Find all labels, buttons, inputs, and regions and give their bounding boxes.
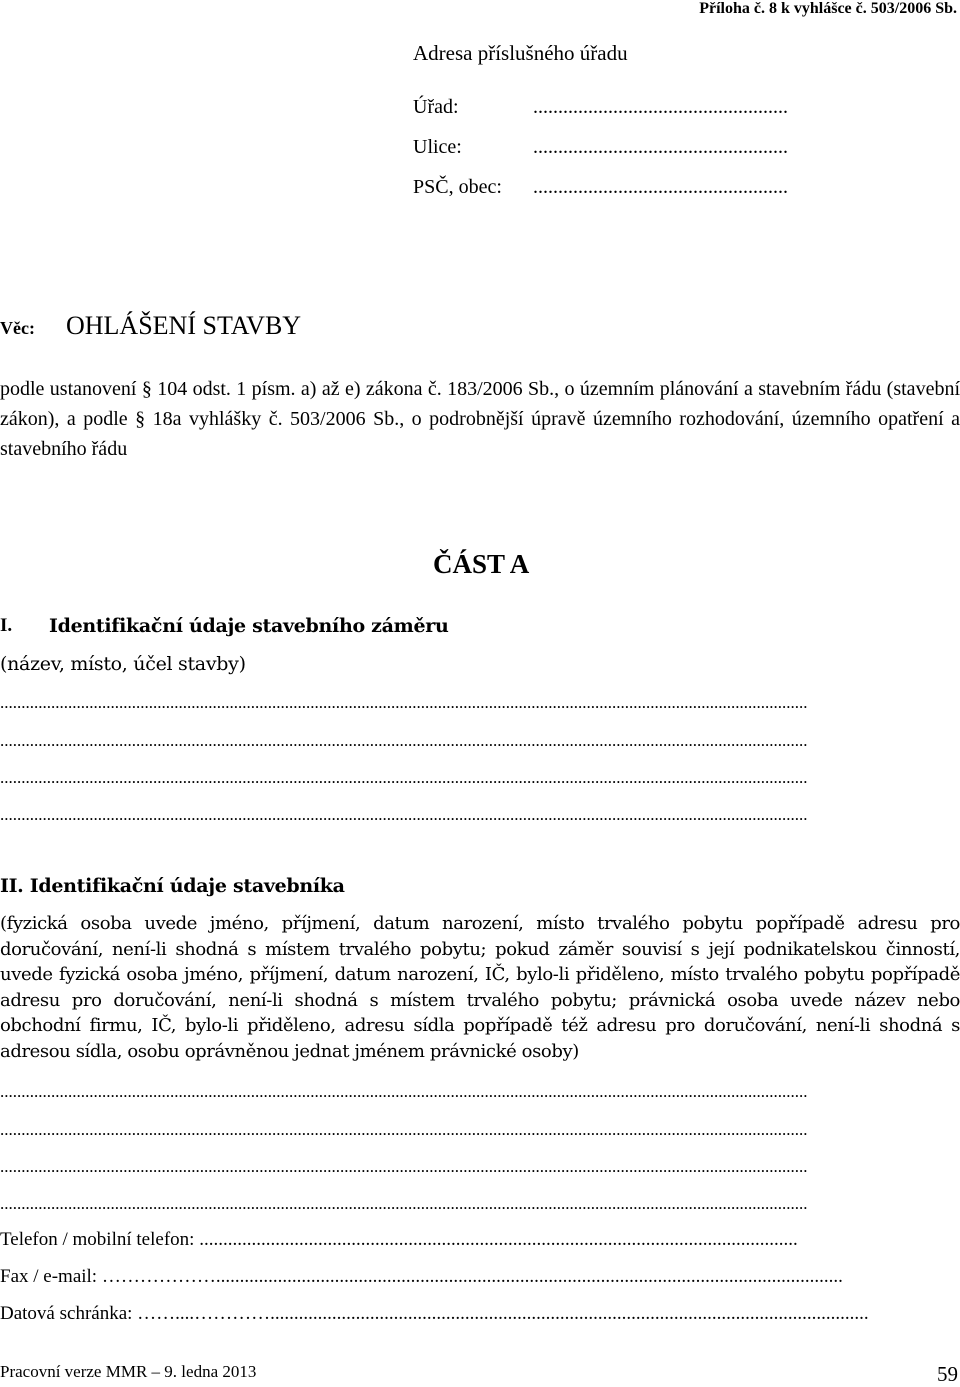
street-field-label: Ulice: bbox=[413, 136, 462, 158]
section-i-title: Identifikační údaje stavebního záměru bbox=[49, 615, 449, 637]
phone-label: Telefon / mobilní telefon: bbox=[0, 1229, 200, 1250]
project-details-line-1[interactable]: .............................................................................................................................................................................................. bbox=[0, 693, 808, 712]
page-number: 59 bbox=[937, 1362, 958, 1386]
office-field-row bbox=[413, 96, 788, 119]
postcode-city-field-label: PSČ, obec: bbox=[413, 176, 502, 198]
phone-input[interactable]: .............................................................................................................................. bbox=[199, 1229, 798, 1250]
fax-email-label: Fax / e-mail: bbox=[0, 1266, 102, 1287]
street-field-row bbox=[413, 136, 788, 159]
builder-details-line-2[interactable]: .............................................................................................................................................................................................. bbox=[0, 1120, 808, 1139]
builder-details-line-1[interactable]: .............................................................................................................................................................................................. bbox=[0, 1082, 808, 1101]
project-details-line-2[interactable]: .............................................................................................................................................................................................. bbox=[0, 731, 808, 750]
section-ii-instructions: (fyzická osoba uvede jméno, příjmení, datum narození, místo trvalého pobytu popřípadě adresu pro doručování, není-li shodná s místem trvalého pobytu; pokud záměr souvisí s její podnikatelskou činností, uvede fyzická osoba jméno, příjmení, datum narození, IČ, bylo-li přiděleno, místo trvalého pobytu popřípadě adresu pro doručování, není-li shodná s místem trvalého pobytu; právnická osoba uvede název nebo obchodní firmu, IČ, bylo-li přiděleno, adresu sídla popřípadě též adresu pro doručování, není-li shodná s adresou sídla, osobu oprávněnou jednat jménem právnické osoby) bbox=[0, 913, 960, 1062]
postcode-city-field-input[interactable]: ................................................... bbox=[533, 176, 788, 198]
project-details-line-4[interactable]: .............................................................................................................................................................................................. bbox=[0, 805, 808, 824]
document-title: OHLÁŠENÍ STAVBY bbox=[66, 311, 302, 340]
street-field-input[interactable]: ................................................... bbox=[533, 136, 788, 158]
subject-label: Věc: bbox=[0, 318, 35, 338]
section-ii-title: II. Identifikační údaje stavebníka bbox=[0, 875, 345, 897]
fax-email-row bbox=[0, 1266, 843, 1288]
legal-basis-paragraph: podle ustanovení § 104 odst. 1 písm. a) až e) zákona č. 183/2006 Sb., o územním plánování a stavebním řádu (stavební zákon), a podle § 18a vyhlášky č. 503/2006 Sb., o podrobnější úpravě územního rozhodování, územního opatření a stavebního řádu bbox=[0, 378, 960, 460]
data-box-label: Datová schránka: bbox=[0, 1303, 138, 1324]
office-field-label: Úřad: bbox=[413, 96, 459, 118]
office-address-title: Adresa příslušného úřadu bbox=[413, 41, 628, 65]
attachment-note: Příloha č. 8 k vyhlášce č. 503/2006 Sb. bbox=[699, 0, 957, 17]
office-field-input[interactable]: ................................................... bbox=[533, 96, 788, 118]
postcode-city-field-row bbox=[413, 176, 788, 199]
footer-version: Pracovní verze MMR – 9. ledna 2013 bbox=[0, 1362, 257, 1381]
project-details-line-3[interactable]: .............................................................................................................................................................................................. bbox=[0, 768, 808, 787]
section-i-subtitle: (název, místo, účel stavby) bbox=[0, 653, 246, 675]
data-box-row bbox=[0, 1303, 869, 1325]
builder-details-line-4[interactable]: .............................................................................................................................................................................................. bbox=[0, 1194, 808, 1213]
builder-details-line-3[interactable]: .............................................................................................................................................................................................. bbox=[0, 1157, 808, 1176]
section-i-number: I. bbox=[0, 615, 13, 636]
data-box-input[interactable]: ……....………….............................................................................................................................. bbox=[137, 1303, 869, 1324]
fax-email-input[interactable]: ……………….................................................................................................................................... bbox=[101, 1266, 843, 1287]
part-a-heading: ČÁST A bbox=[433, 549, 530, 579]
phone-row bbox=[0, 1229, 798, 1251]
